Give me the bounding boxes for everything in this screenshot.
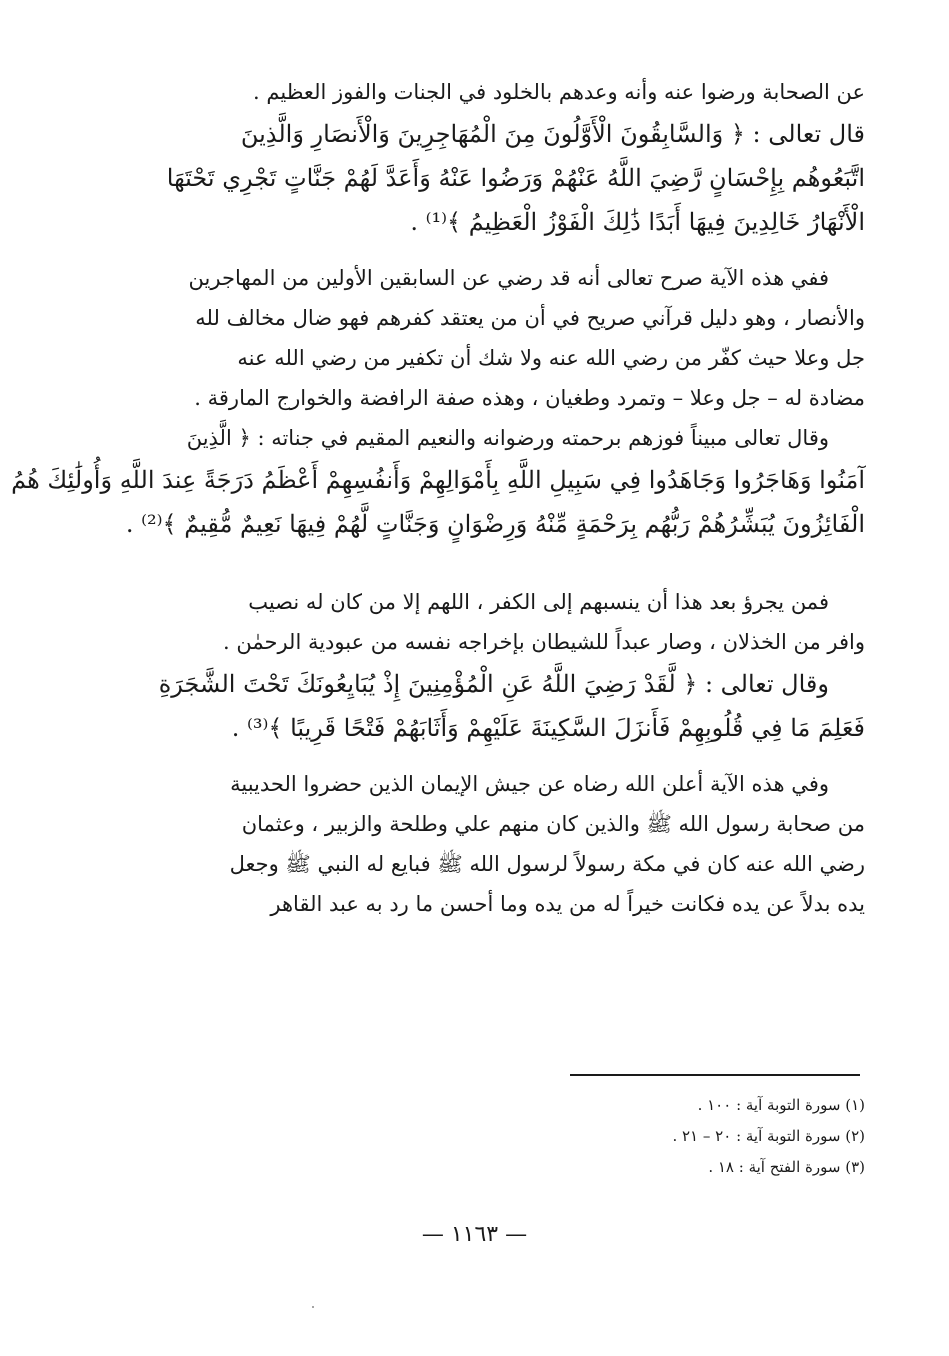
quran-verse-line: قال تعالى : ﴿ وَالسَّابِقُونَ الْأَوَّلُونَ مِنَ الْمُهَاجِرِينَ وَالْأَنصَارِ وَالَّذِينَ [240,120,865,148]
paragraph-gap [150,546,865,582]
quran-verse-line: فَعَلِمَ مَا فِي قُلُوبِهِمْ فَأَنزَلَ السَّكِينَةَ عَلَيْهِمْ وَأَثَابَهُمْ فَتْحًا قَرِيبًا ﴾⁽³⁾ . [231,714,865,742]
footnote-1: (١) سورة التوبة آية : ١٠٠ . [697,1096,865,1114]
footnote-2: (٢) سورة التوبة آية : ٢٠ – ٢١ . [672,1127,865,1145]
quran-verse-line: اتَّبَعُوهُم بِإِحْسَانٍ رَّضِيَ اللَّهُ عَنْهُمْ وَرَضُوا عَنْهُ وَأَعَدَّ لَهُمْ جَنَّاتٍ تَجْرِي تَحْتَهَا [166,164,865,192]
body-text-line: عن الصحابة ورضوا عنه وأنه وعدهم بالخلود في الجنات والفوز العظيم . [253,80,865,104]
scan-speck [312,1306,314,1308]
body-text-line: يده بدلاً عن يده فكانت خيراً له من يده وما أحسن ما رد به عبد القاهر [270,892,865,916]
quran-verse-line: الْفَائِزُونَ يُبَشِّرُهُمْ رَبُّهُم بِرَحْمَةٍ مِّنْهُ وَرِضْوَانٍ وَجَنَّاتٍ لَّهُمْ فِيهَا نَعِيمٌ مُّقِيمٌ ﴾⁽²⁾ . [125,510,865,538]
footnotes [560,1090,865,1183]
footnote-separator [570,1074,860,1076]
body-text-line: رضي الله عنه كان في مكة رسولاً لرسول الله ﷺ فبايع له النبي ﷺ وجعل [229,852,865,876]
body-text-line: مضادة له – جل وعلا – وتمرد وطغيان ، وهذه صفة الرافضة والخوارج المارقة . [194,386,865,410]
footnote-3: (٣) سورة الفتح آية : ١٨ . [708,1158,865,1176]
body-text-line: وافر من الخذلان ، وصار عبداً للشيطان بإخراجه نفسه من عبودية الرحمٰن . [223,630,865,654]
body-text-line: ففي هذه الآية صرح تعالى أنه قد رضي عن السابقين الأولين من المهاجرين [188,266,829,290]
body-text-line: فمن يجرؤ بعد هذا أن ينسبهم إلى الكفر ، اللهم إلا من كان له نصيب [248,590,829,614]
quran-verse-line: الْأَنْهَارُ خَالِدِينَ فِيهَا أَبَدًا ذَٰلِكَ الْفَوْزُ الْعَظِيمُ ﴾⁽¹⁾ . [410,208,865,236]
body-text-line: جل وعلا حيث كفّر من رضي الله عنه ولا شك أن تكفير من رضي الله عنه [237,346,865,370]
quran-verse-line: وقال تعالى : ﴿ لَّقَدْ رَضِيَ اللَّهُ عَنِ الْمُؤْمِنِينَ إِذْ يُبَايِعُونَكَ تَحْتَ الشَّجَرَةِ [158,670,829,698]
body-text-line: والأنصار ، وهو دليل قرآني صريح في أن من يعتقد كفرهم فهو ضال مخالف لله [195,306,865,330]
paragraph-gap [150,244,865,258]
page-number: — ١١٦٣ — [421,1222,528,1247]
body-text-line: وقال تعالى مبيناً فوزهم برحمته ورضوانه والنعيم المقيم في جناته : ﴿ الَّذِينَ [186,426,829,450]
body-text-line: من صحابة رسول الله ﷺ والذين كان منهم علي وطلحة والزبير ، وعثمان [241,812,865,836]
quran-verse-line: آمَنُوا وَهَاجَرُوا وَجَاهَدُوا فِي سَبِيلِ اللَّهِ بِأَمْوَالِهِمْ وَأَنفُسِهِمْ أَعْظَمُ دَرَجَةً عِندَ اللَّهِ وَأُولَٰئِكَ هُمُ [11,466,865,494]
page-body [11,72,865,924]
paragraph-gap [150,750,865,764]
body-text-line: وفي هذه الآية أعلن الله رضاه عن جيش الإيمان الذين حضروا الحديبية [230,772,829,796]
